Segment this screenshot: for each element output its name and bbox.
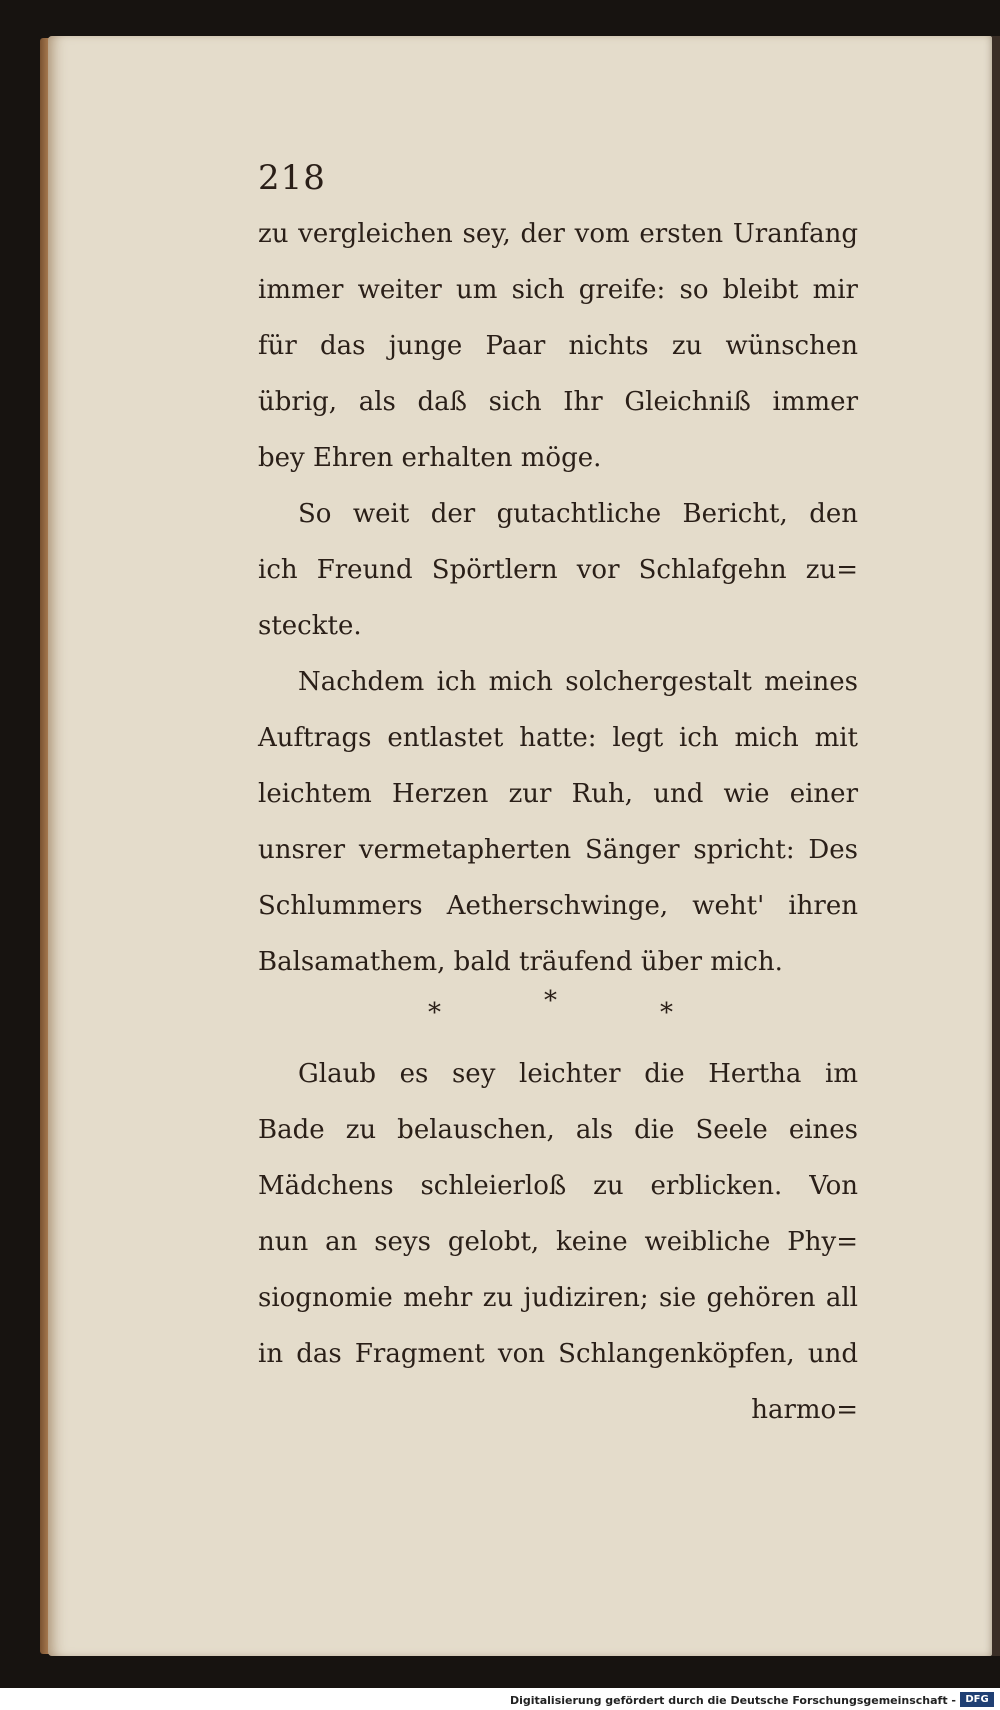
- footer-credit: Digitalisierung gefördert durch die Deutsche Forschungsgemeinschaft -: [509, 1694, 956, 1707]
- text-line: bey Ehren erhalten möge.: [258, 443, 602, 473]
- text-line: So weit der gutachtliche Bericht, den: [298, 499, 858, 529]
- asterisk: *: [660, 998, 673, 1028]
- right-binding: [992, 36, 1000, 1656]
- text-line: Schlummers Aetherschwinge, weht' ihren: [258, 891, 858, 921]
- text-line: immer weiter um sich greife: so bleibt mir: [258, 275, 858, 305]
- text-line: Nachdem ich mich solchergestalt meines: [298, 667, 858, 697]
- text-line: nun an seys gelobt, keine weibliche Phy=: [258, 1227, 858, 1257]
- text-line: für das junge Paar nichts zu wünschen: [258, 331, 858, 361]
- page-number: 218: [258, 158, 326, 198]
- catchword: harmo=: [751, 1395, 858, 1425]
- text-line: Glaub es sey leichter die Hertha im: [298, 1059, 858, 1089]
- text-line: übrig, als daß sich Ihr Gleichniß immer: [258, 387, 858, 417]
- text-line: zu vergleichen sey, der vom ersten Uranfang: [258, 219, 858, 249]
- text-line: unsrer vermetapherten Sänger spricht: Des: [258, 835, 858, 865]
- text-line: ich Freund Spörtlern vor Schlafgehn zu=: [258, 555, 858, 585]
- text-line: in das Fragment von Schlangenköpfen, und: [258, 1339, 858, 1369]
- page-body: [258, 150, 858, 1438]
- dfg-logo-icon: DFG: [960, 1692, 994, 1707]
- asterisk: *: [428, 998, 441, 1028]
- text-line: steckte.: [258, 611, 362, 641]
- text-line: Mädchens schleierloß zu erblicken. Von: [258, 1171, 858, 1201]
- asterisk: *: [544, 986, 557, 1016]
- footer-bar: [0, 1688, 1000, 1710]
- text-line: Balsamathem, bald träufend über mich.: [258, 947, 783, 977]
- text-line: Bade zu belauschen, als die Seele eines: [258, 1115, 858, 1145]
- section-break: [258, 986, 858, 1046]
- text-line: leichtem Herzen zur Ruh, und wie einer: [258, 779, 858, 809]
- text-line: Auftrags entlastet hatte: legt ich mich mit: [258, 723, 858, 753]
- text-line: siognomie mehr zu judiziren; sie gehören all: [258, 1283, 858, 1313]
